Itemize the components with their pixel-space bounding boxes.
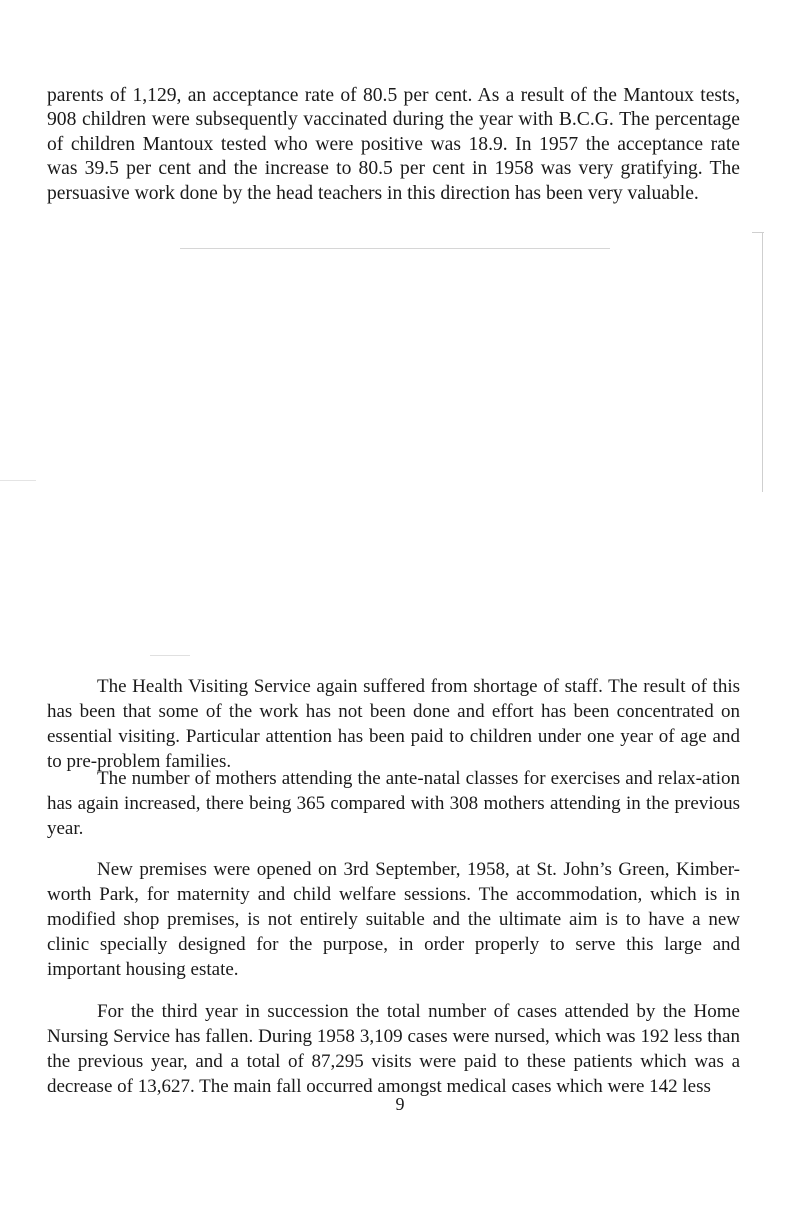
- paragraph-home-nursing: For the third year in succession the total number of cases attended by the Home Nursing Service has fallen. During 1958 3,109 cases were nursed, which was 192 less than the previous year, and a total of 87,295 visits were paid to these patients which was a decrease of 13,627. The main fall occurred amongst medical cases which were 142 less: [47, 1001, 740, 1097]
- paragraph-ante-natal-classes: The number of mothers attending the ante-natal classes for exercises and relax-ation has again increased, there being 365 compared with 308 mothers attending in the previous year.: [47, 768, 740, 839]
- page-number: 9: [395, 1094, 405, 1114]
- paragraph-health-visiting: The Health Visiting Service again suffered from shortage of staff. The result of this has been that some of the work has not been done and effort has been concentrated on essential visiting. Particular attention has been paid to children under one year of age and to pre-problem families.: [47, 676, 740, 772]
- show-through-line: [0, 480, 36, 481]
- show-through-line: [180, 248, 610, 249]
- show-through-line: [150, 655, 190, 656]
- show-through-line: [762, 232, 763, 492]
- show-through-line: [752, 232, 764, 233]
- paragraph-new-premises: New premises were opened on 3rd September, 1958, at St. John’s Green, Kimber-worth Park, for maternity and child welfare sessions. The accommodation, which is in modified shop premises, is not entirely suitable and the ultimate aim is to have a new clinic specially designed for the purpose, in order properly to serve this large and important housing estate.: [47, 859, 740, 980]
- paragraph-bcg-vaccination: parents of 1,129, an acceptance rate of 80.5 per cent. As a result of the Mantoux tests, 908 children were subsequently vaccinated during the year with B.C.G. The percentage of children Mantoux tested who were positive was 18.9. In 1957 the acceptance rate was 39.5 per cent and the increase to 80.5 per cent in 1958 was very gratifying. The persuasive work done by the head teachers in this direction has been very valuable.: [47, 85, 740, 204]
